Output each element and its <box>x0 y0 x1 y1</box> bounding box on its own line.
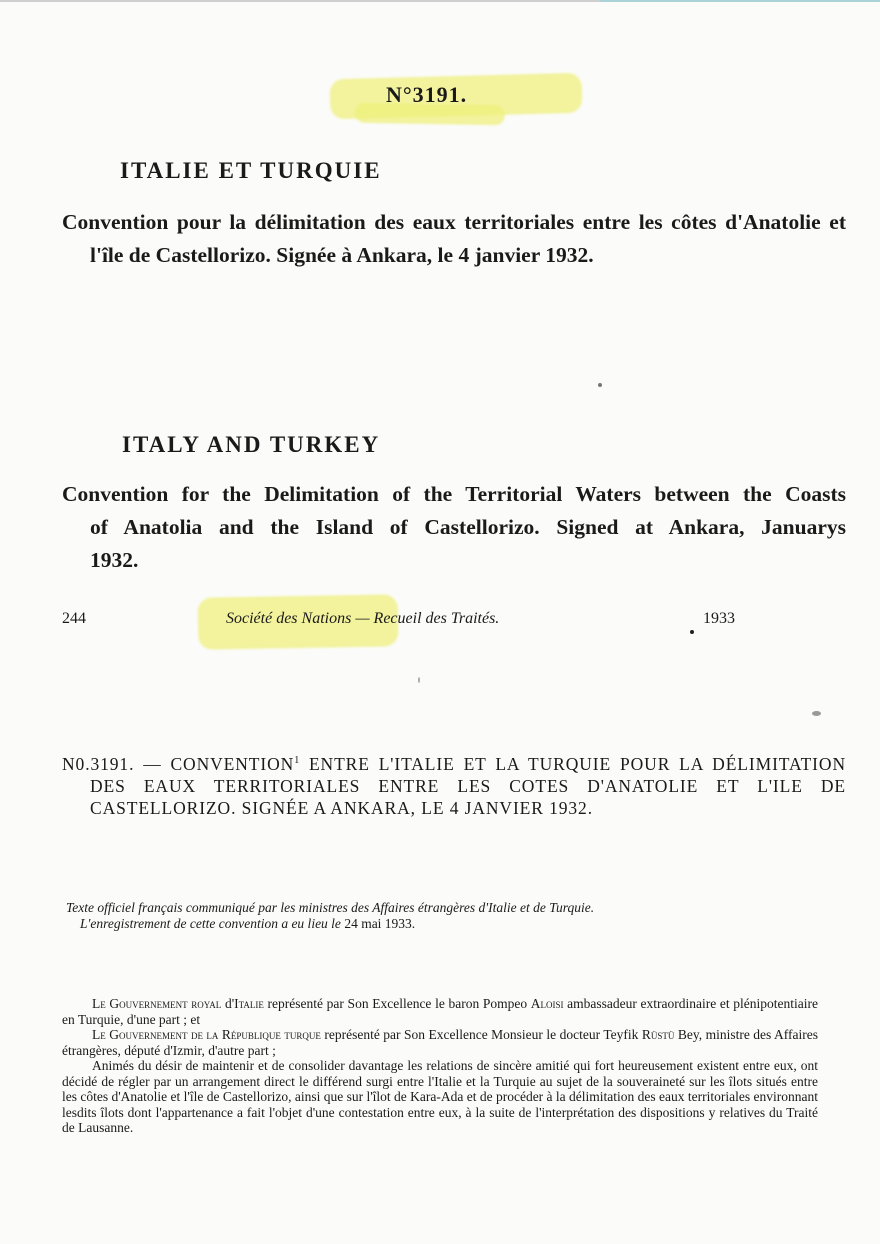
running-year: 1933 <box>703 610 735 627</box>
p2-rustu: Rüstü <box>641 1027 675 1042</box>
p1-text-3: ambassadeur extraordinaire et plénipotentiaire en Turquie, d'une part ; et <box>62 996 819 1027</box>
running-page-number: 244 <box>62 610 86 627</box>
scan-speck <box>812 711 821 716</box>
p1-italie: Italie <box>234 996 264 1011</box>
p2-text-1: représenté par Son Excellence Monsieur le docteur Teyfik <box>320 1027 642 1042</box>
english-country-heading: ITALY AND TURKEY <box>122 432 381 457</box>
party-turkey: Le Gouvernement de la République turque <box>92 1027 321 1042</box>
document-number: N°3191. <box>386 82 468 107</box>
scan-edge-tint <box>600 0 880 2</box>
scan-speck <box>690 630 694 634</box>
english-title: Convention for the Delimitation of the Territorial Waters between the Coasts of Anatolia and the Island of Castellorizo. Signed at Ankara, Januarys 1932. <box>62 482 846 572</box>
preamble-body <box>62 996 818 1136</box>
official-note-line1: Texte officiel français communiqué par les ministres des Affaires étrangères d'Italie et de Turquie. <box>66 900 595 915</box>
p2-text-2: Bey, ministre des Affaires étrangères, député d'Izmir, d'autre part ; <box>62 1027 819 1058</box>
preamble-paragraph-2 <box>62 1027 818 1058</box>
scan-speck <box>418 677 420 683</box>
footnote-mark: 1 <box>294 755 301 766</box>
party-italy: Le Gouvernement royal <box>92 996 222 1011</box>
preamble-paragraph-3: Animés du désir de maintenir et de consolider davantage les relations de sincère amitié qui fort heureusement existent entre eux, ont décidé de régler par un arrangement direct le différend surgi entre l'Italie et la Turquie au sujet de la souveraineté sur les îlots situés entre les côtes d'Anatolie et l'île de Castellorizo, ainsi que sur l'îlot de Kara-Ada et de procéder à la délimitation des eaux territoriales environnant lesdits îlots dont l'appartenance a fait l'objet d'une contestation entre eux, à la suite de l'interprétation des dispositions y relatives du Traité de Lausanne. <box>62 1058 818 1135</box>
french-country-heading: ITALIE ET TURQUIE <box>120 158 382 183</box>
running-title: Société des Nations — Recueil des Traités. <box>226 610 500 627</box>
registration-date: 24 mai 1933. <box>340 916 416 931</box>
official-note-line2 <box>66 916 806 932</box>
official-text-note <box>66 900 806 932</box>
convention-heading <box>62 750 846 819</box>
scan-speck <box>598 383 602 387</box>
heading-text: ENTRE L'ITALIE ET LA TURQUIE POUR LA DÉLIMITATION DES EAUX TERRITORIALES ENTRE LES COTES D'ANATOLIE ET L'ILE DE CASTELLORIZO. SIGNÉE A ANKARA, LE 4 JANVIER 1932. <box>90 753 846 818</box>
french-title: Convention pour la délimitation des eaux territoriales entre les côtes d'Anatolie et l'île de Castellorizo. Signée à Ankara, le 4 janvier 1932. <box>62 210 846 267</box>
p1-text-1: d' <box>221 996 235 1011</box>
p1-text-2: représenté par Son Excellence le baron Pompeo <box>263 996 531 1011</box>
preamble-paragraph-1 <box>62 996 818 1027</box>
official-note-line2-prefix: L'enregistrement de cette convention a eu lieu le <box>80 916 341 931</box>
p1-aloisi: Aloisi <box>530 996 564 1011</box>
heading-prefix: N0.3191. — CONVENTION <box>62 753 295 774</box>
